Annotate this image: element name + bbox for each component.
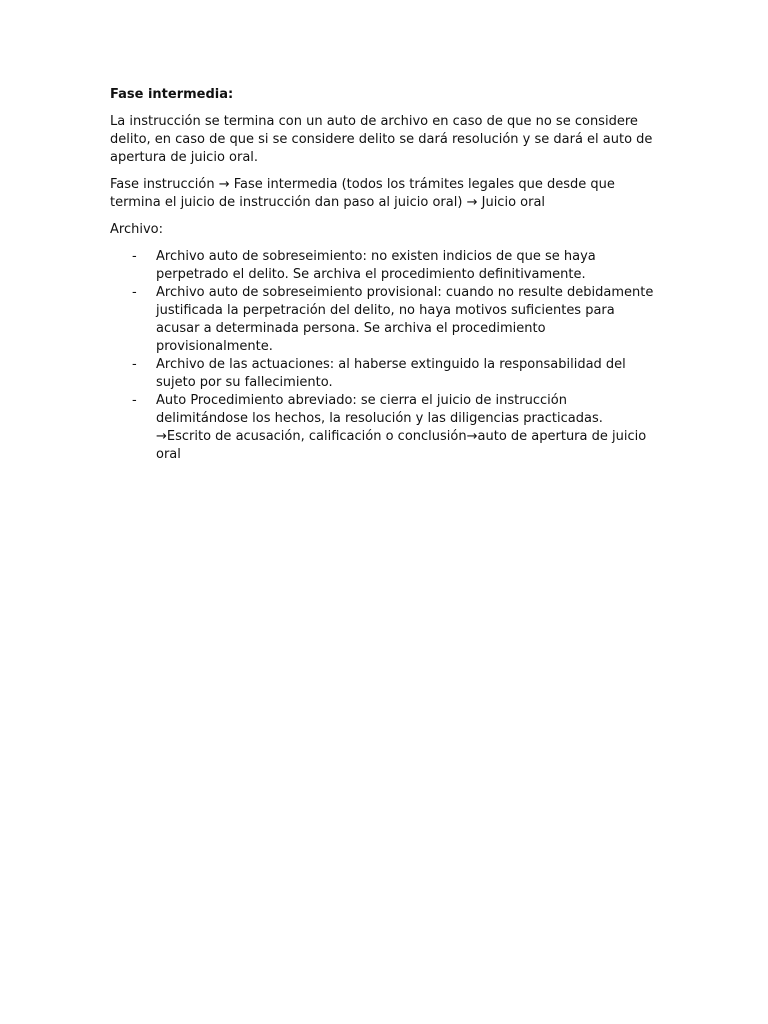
list-item xyxy=(110,284,662,356)
arrow-right-icon: → xyxy=(156,429,167,444)
list-item xyxy=(110,392,662,464)
paragraph-instruccion: La instrucción se termina con un auto de archivo en caso de que no se considere delito, en caso de que si se considere delito se dará resolución y se dará el auto de apertura de juicio oral. xyxy=(110,114,653,165)
list-item-text: Archivo de las actuaciones: al haberse extinguido la responsabilidad del sujeto por su fallecimiento. xyxy=(156,357,626,390)
archivo-list xyxy=(110,248,662,464)
list-item-text-after: auto de apertura de juicio oral xyxy=(156,429,647,462)
arrow-right-icon: → xyxy=(218,177,230,192)
section-heading: Fase intermedia: xyxy=(110,87,234,102)
list-item xyxy=(110,248,662,284)
flow-part-1: Fase instrucción xyxy=(110,177,215,192)
flow-part-2: Fase intermedia (todos los trámites legales que desde que termina el juicio de instrucción dan paso al juicio oral) xyxy=(110,177,615,210)
archivo-label: Archivo: xyxy=(110,222,163,237)
arrow-right-icon: → xyxy=(466,429,478,444)
document-body xyxy=(110,86,662,464)
bullet-dash: - xyxy=(132,393,137,408)
list-item-text: Archivo auto de sobreseimiento provisional: cuando no resulte debidamente justificada la perpetración del delito, no haya motivos suficientes para acusar a determinada persona. Se archiva el procedimiento provisionalmente. xyxy=(156,285,654,354)
list-item-text: Archivo auto de sobreseimiento: no existen indicios de que se haya perpetrado el delito. Se archiva el procedimiento definitivamente. xyxy=(156,249,596,282)
flow-part-3: Juicio oral xyxy=(481,195,546,210)
list-item xyxy=(110,356,662,392)
bullet-dash: - xyxy=(132,285,137,300)
list-item-text-before: Auto Procedimiento abreviado: se cierra el juicio de instrucción delimitándose los hechos, la resolución y las diligencias practicadas. xyxy=(156,393,603,426)
bullet-dash: - xyxy=(132,249,137,264)
list-item-text-middle: Escrito de acusación, calificación o conclusión xyxy=(166,429,467,444)
paragraph-flow xyxy=(110,176,662,212)
arrow-right-icon: → xyxy=(466,195,478,210)
bullet-dash: - xyxy=(132,357,137,372)
